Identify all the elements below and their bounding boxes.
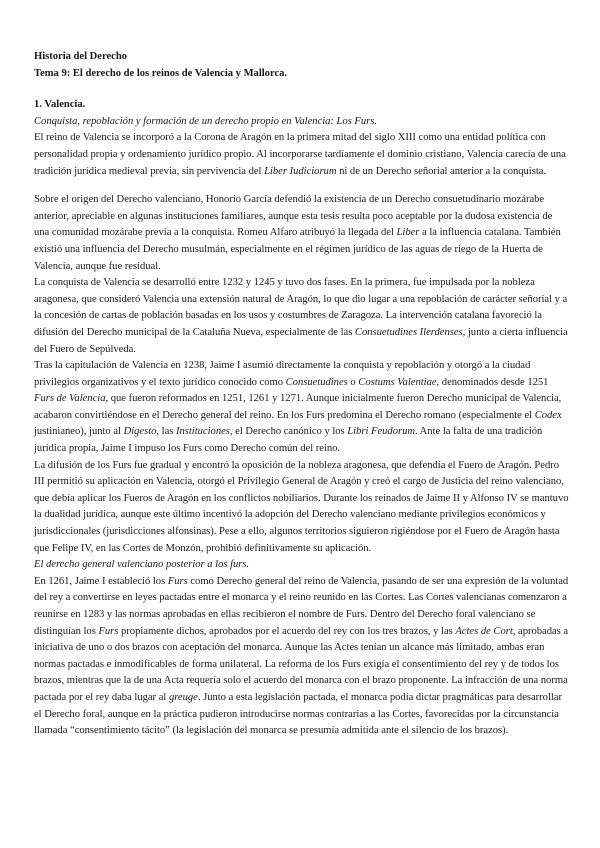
italic-term: Instituciones <box>176 426 230 438</box>
paragraph-2: Sobre el origen del Derecho valenciano, Honorio García defendió la existencia de un Derecho consuetudinario mozárabe anterior, apreciable en algunas instituciones familiares, aunque esta tesis resulta poco aceptable por la dudosa existencia de una comunidad mozárabe previa a la conquista. Romeu Alfaro atribuyó la llegada del Liber a la influencia catalana. También existió una influencia del Derecho musulmán, especialmente en el régimen jurídico de las aguas de riego de la Huerta de Valencia, aunque fue residual. <box>34 194 561 272</box>
italic-term: Liber Iudiciorum <box>264 165 337 177</box>
section-heading: 1. Valencia. <box>34 99 86 111</box>
document-body <box>34 49 570 740</box>
italic-term: Furs <box>98 625 119 637</box>
italic-term: Liber <box>396 227 420 239</box>
paragraph-6: En 1261, Jaime I estableció los Furs como Derecho general del reino de Valencia, pasando de ser una expresión de la voluntad del rey a convertirse en leyes pactadas entre el monarca y el reino reunido en las Cortes. Las Cortes valencianas comenzaron a reunirse en 1283 y las normas aprobadas en ellas recibieron el nombre de Furs. Dentro del Derecho foral valenciano se distinguían los Furs propiamente dichos, aprobados por el acuerdo del rey con los tres brazos, y las Actes de Cort, aprobadas a iniciativa de uno o dos brazos con aceptación del monarca. Aunque las Actes tenían un alcance más limitado, ambas eran normas pactadas e inmodificables de forma unilateral. La reforma de los Furs exigía el consentimiento del rey y de todos los brazos, mientras que la de una Acta requería solo el acuerdo del monarca con el brazo proponente. La infracción de una norma pactada por el rey daba lugar al greuge. Junto a esta legislación pactada, el monarca podía dictar pragmáticas para desarrollar el Derecho foral, aunque en la práctica pudieron introducirse normas contrarias a las Cortes, favorecidas por la circunstancia llamada “consentimiento tácito” (la legislación del monarca se presumía admitida ante el silencio de los brazos). <box>34 575 569 737</box>
topic-heading: Tema 9: El derecho de los reinos de Valencia y Mallorca. <box>34 67 288 79</box>
section-subtitle-2: El derecho general valenciano posterior a los furs. <box>34 559 250 571</box>
italic-term: Digesto <box>123 426 157 438</box>
italic-term: Costums Valentiae <box>358 376 437 388</box>
italic-term: Actes de Cort <box>455 625 513 637</box>
italic-term: Consuetudines Ilerdenses <box>354 326 463 338</box>
italic-term: greuge <box>168 691 198 703</box>
paragraph-3: La conquista de Valencia se desarrolló entre 1232 y 1245 y tuvo dos fases. En la primera, fue impulsada por la nobleza aragonesa, que consideró Valencia una extensión natural de Aragón, lo que dio lugar a una repoblación de carácter señorial y a la concesión de cartas de población basadas en los usos y costumbres de Zaragoza. La intervención catalana favoreció la difusión del Derecho municipal de la Cataluña Nueva, especialmente de las Consuetudines Ilerdenses, junto a cierta influencia del Fuero de Sepúlveda. <box>34 277 568 355</box>
paragraph-4: Tras la capitulación de Valencia en 1238, Jaime I asumió directamente la conquista y repoblación y otorgó a la ciudad privilegios organizativos y el texto jurídico conocido como Consuetudines o Costums Valentiae, denominados desde 1251 Furs de Valencia, que fueron reformados en 1251, 1261 y 1271. Aunque inicialmente fueron Derecho municipal de Valencia, acabaron convirtiéndose en el Derecho general del reino. En los Furs predomina el Derecho romano (especialmente el Codex justinianeo), junto al Digesto, las Instituciones, el Derecho canónico y los Libri Feudorum. Ante la falta de una tradición jurídica propia, Jaime I impuso los Furs como Derecho común del reino. <box>34 360 562 455</box>
italic-term: Furs de Valencia <box>34 393 106 405</box>
italic-term: Consuetudines <box>285 376 348 388</box>
paragraph-5: La difusión de los Furs fue gradual y encontró la oposición de la nobleza aragonesa, que defendía el Fuero de Aragón. Pedro III permitió su aplicación en Valencia, otorgó el Privilegio General de Aragón y creó el cargo de Justicia del reino valenciano, que debía aplicar los Fueros de Aragón en los conflictos nobiliarios. Durante los reinados de Jaime II y Alfonso IV se mantuvo la dualidad jurídica, aunque este último incentivó la adopción del Derecho valenciano mediante privilegios económicos y jurisdiccionales (jurisdicciones alfonsinas). Pese a ello, algunos territorios siguieron rigiéndose por el Fuero de Aragón hasta que Felipe IV, en las Cortes de Monzón, prohibió definitivamente su aplicación. <box>34 459 569 554</box>
italic-term: Codex <box>534 409 562 421</box>
italic-term: Libri Feudorum <box>347 426 415 438</box>
paragraph-1: El reino de Valencia se incorporó a la Corona de Aragón en la primera mitad del siglo XIII como una entidad política con personalidad propia y ordenamiento jurídico propio. Al incorporarse tardíamente el dominio cristiano, Valencia carecía de una tradición jurídica medieval previa, sin pervivencia del Liber Iudiciorum ni de un Derecho señorial anterior a la conquista. <box>34 132 566 177</box>
italic-term: Furs <box>167 575 188 587</box>
subject-heading: Historia del Derecho <box>34 51 127 62</box>
section-subtitle: Conquista, repoblación y formación de un derecho propio en Valencia: Los Furs. <box>34 115 377 127</box>
